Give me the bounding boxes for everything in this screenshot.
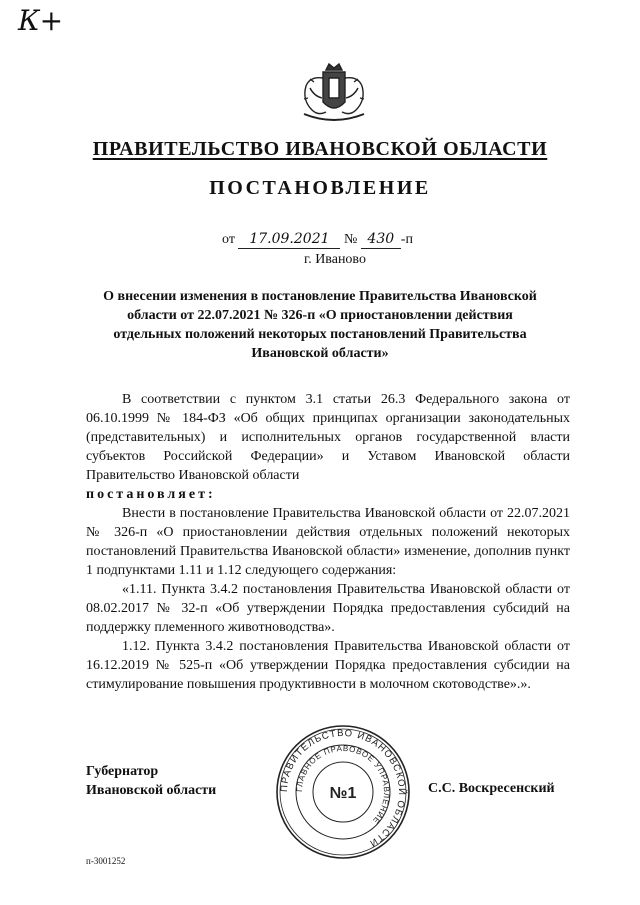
coat-of-arms-icon <box>296 60 372 126</box>
signatory-title <box>86 762 216 800</box>
signatory-title-line1: Губернатор <box>86 764 159 779</box>
signatory-name: С.С. Воскресенский <box>428 781 555 796</box>
paragraph-item-1-12: 1.12. Пункта 3.4.2 постановления Правительства Ивановской области от 16.12.2019 № 525-п «Об утверждении Порядка предоставления субсидии на стимулирование повышения продуктивности в молочном скотоводстве».». <box>86 639 570 692</box>
government-title: ПРАВИТЕЛЬСТВО ИВАНОВСКОЙ ОБЛАСТИ <box>92 138 548 160</box>
document-code: п-3001252 <box>86 856 126 866</box>
number-suffix: -п <box>400 232 413 247</box>
handwritten-margin-note: К+ <box>18 4 64 37</box>
stamp-outer-text: ПРАВИТЕЛЬСТВО ИВАНОВСКОЙ ОБЛАСТИ <box>278 727 408 849</box>
number-sign: № <box>343 232 358 247</box>
decree-subject: О внесении изменения в постановление Правительства Ивановской области от 22.07.2021 № 326-п «О приостановлении действия отдельных положений некоторых постановлений Правительства Ивановской области» <box>103 289 537 361</box>
decree-body <box>86 390 570 694</box>
stamp-center-number: №1 <box>329 785 357 802</box>
paragraph-item-1-11: «1.11. Пункта 3.4.2 постановления Правительства Ивановской области от 08.02.2017 № 32-п «Об утверждении Порядка предоставления субсидий на поддержку племенного животноводства». <box>86 582 570 635</box>
date-number-line <box>222 230 413 249</box>
city: г. Иваново <box>304 252 366 267</box>
decree-date: 17.09.2021 <box>238 230 340 249</box>
date-prefix: от <box>222 232 235 247</box>
decree-number: 430 <box>361 230 401 249</box>
resolves-word: постановляет: <box>86 487 216 502</box>
paragraph-amendment: Внести в постановление Правительства Ивановской области от 22.07.2021 № 326-п «О приостановлении действия отдельных положений некоторых постановлений Правительства Ивановской области» изменение, дополнив пункт 1 подпунктами 1.11 и 1.12 следующего содержания: <box>86 506 570 578</box>
stamp-inner-text: ГЛАВНОЕ ПРАВОВОЕ УПРАВЛЕНИЕ <box>294 743 392 826</box>
paragraph-basis: В соответствии с пунктом 3.1 статьи 26.3 Федерального закона от 06.10.1999 № 184-ФЗ «Об общих принципах организации законодательных (представительных) и исполнительных органов государственной власти субъектов Российской Федерации» и Уставом Ивановской области Правительство Ивановской области <box>86 392 570 483</box>
signatory-title-line2: Ивановской области <box>86 783 217 798</box>
document-type: ПОСТАНОВЛЕНИЕ <box>209 177 431 199</box>
official-stamp <box>275 724 411 860</box>
